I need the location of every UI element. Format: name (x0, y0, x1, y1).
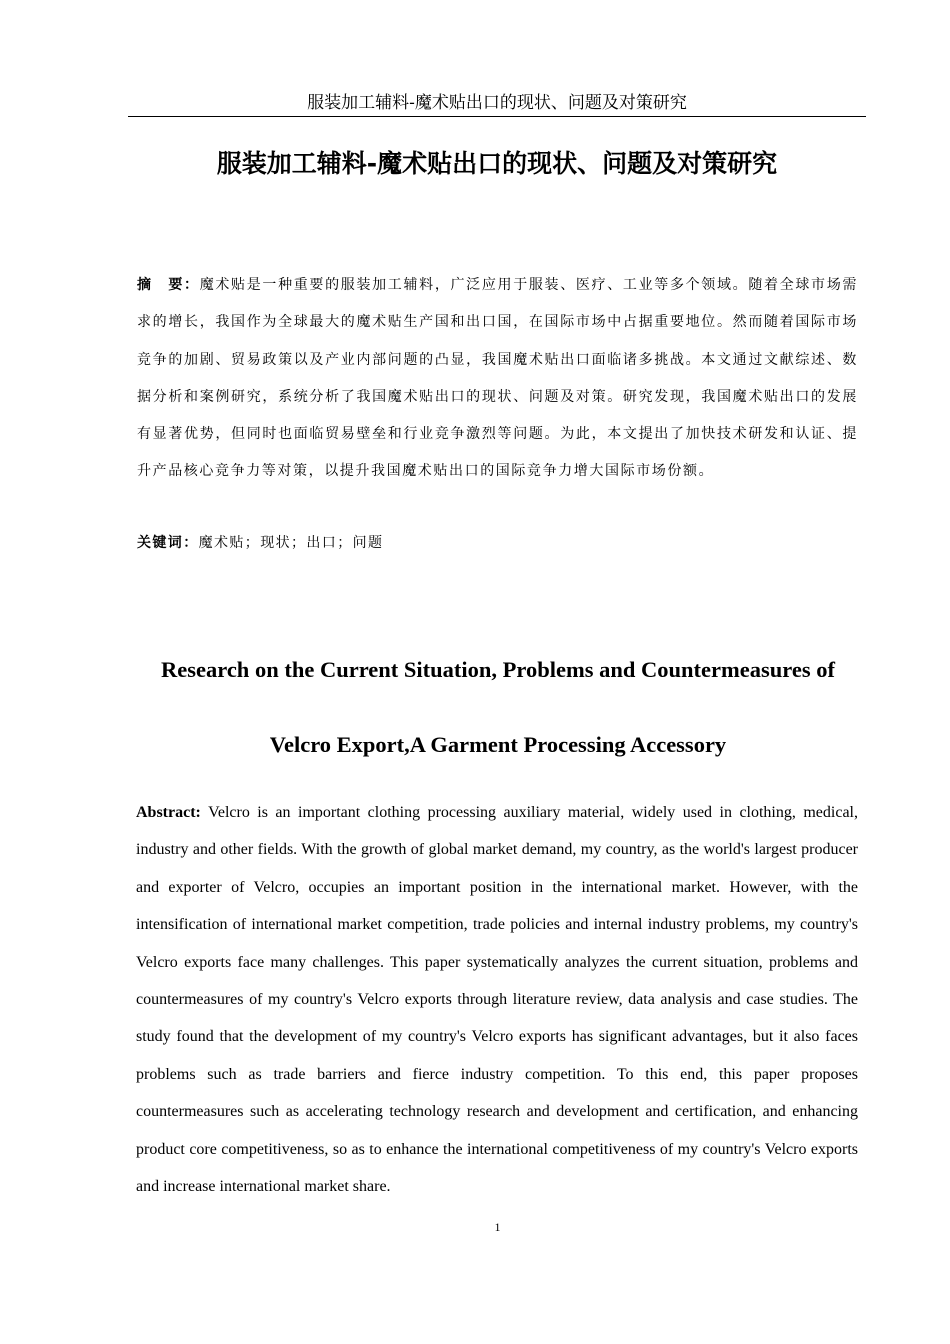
page-number: 1 (494, 1220, 501, 1234)
abstract-cn-text: 魔术贴是一种重要的服装加工辅料，广泛应用于服装、医疗、工业等多个领域。随着全球市场需求的增长，我国作为全球最大的魔术贴生产国和出口国，在国际市场中占据重要地位。然而随着国际市场竞争的加剧、贸易政策以及产业内部问题的凸显，我国魔术贴出口面临诸多挑战。本文通过文献综述、数据分析和案例研究，系统分析了我国魔术贴出口的现状、问题及对策。研究发现，我国魔术贴出口的发展有显著优势，但同时也面临贸易壁垒和行业竞争激烈等问题。为此，本文提出了加快技术研发和认证、提升产品核心竞争力等对策，以提升我国魔术贴出口的国际竞争力增大国际市场份额。 (137, 277, 858, 480)
page-title-en-line2: Velcro Export,A Garment Processing Accessory (269, 732, 727, 757)
running-header: 服装加工辅料-魔术贴出口的现状、问题及对策研究 (307, 93, 687, 113)
keywords-cn-text: 魔术贴；现状；出口；问题 (198, 535, 384, 551)
abstract-en-text: Velcro is an important clothing processing auxiliary material, widely used in clothing, medical, industry and other fields. With the growth of global market demand, my country, as the world's largest producer and exporter of Velcro, occupies an important position in the international market. However, with the intensification of international market competition, trade policies and internal industry problems, my country's Velcro exports face many challenges. This paper systematically analyzes the current situation, problems and countermeasures of my country's Velcro exports through literature review, data analysis and case studies. The study found that the development of my country's Velcro exports has significant advantages, but it also faces problems such as trade barriers and fierce industry competition. To this end, this paper proposes countermeasures such as accelerating technology research and development and certification, and enhancing product core competitiveness, so as to enhance the international competitiveness of my country's Velcro exports and increase international market share. (136, 804, 858, 1196)
abstract-cn-label: 摘 要： (137, 277, 200, 293)
abstract-en (136, 794, 858, 1205)
keywords-cn (137, 525, 858, 562)
header-rule (128, 116, 866, 117)
abstract-en-label: Abstract: (136, 804, 201, 821)
abstract-cn (137, 267, 858, 491)
page-title-cn: 服装加工辅料-魔术贴出口的现状、问题及对策研究 (216, 149, 778, 178)
page-title-en (130, 632, 866, 782)
keywords-cn-label: 关键词： (137, 535, 199, 551)
page-title-en-line1: Research on the Current Situation, Problems and Countermeasures of (161, 657, 835, 682)
